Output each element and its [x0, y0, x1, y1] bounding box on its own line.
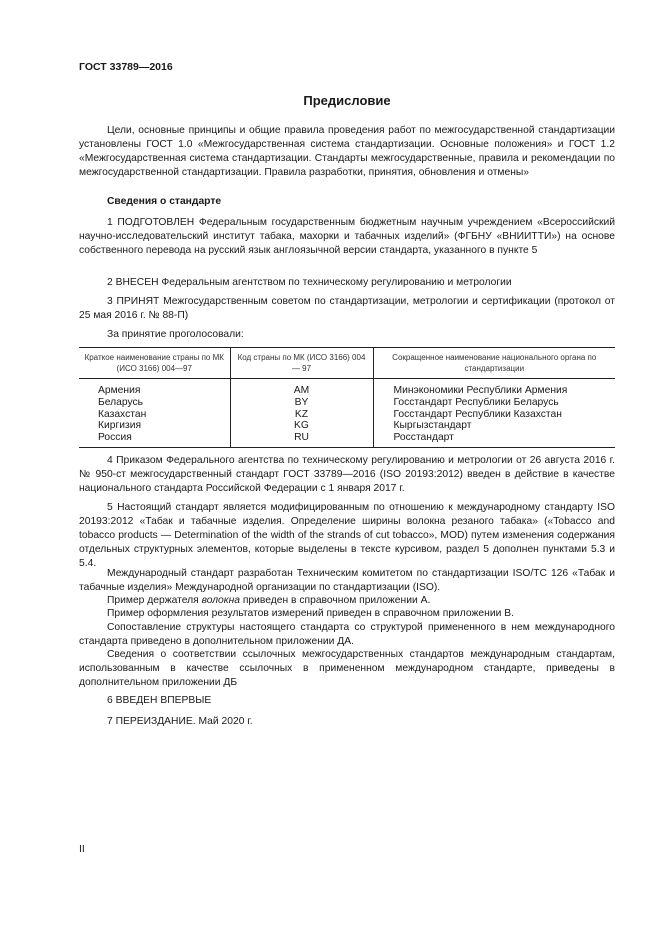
country-code: KZ	[230, 409, 373, 421]
country-code: KG	[230, 420, 373, 432]
vote-intro: За принятие проголосовали:	[107, 329, 244, 340]
item-5-references-info: Сведения о соответствии ссылочных межгосударственных стандартов международным стандартам, использованным в качестве ссылочных в примененном международном стандарте, приведены в дополнительном приложении ДБ	[79, 649, 615, 688]
standards-body: Госстандарт Республики Казахстан	[373, 409, 615, 421]
standards-body: Госстандарт Республики Беларусь	[373, 397, 615, 409]
item-5-paragraph: 5 Настоящий стандарт является модифицированным по отношению к международному стандарту ISO 20193:2012 «Табак и табачные изделия. Определение ширины волокна резаного табака» («Tobacco and tobacco products — Determination of the width of the strands of cut tobacco», MOD) путем изменения содержания отдельных структурных элементов, которые выделены в тексте курсивом, раздел 5 дополнен пунктами 5.3 и 5.4.	[79, 502, 615, 569]
item-7-paragraph: 7 ПЕРЕИЗДАНИЕ. Май 2020 г.	[107, 716, 253, 727]
table-row	[79, 397, 615, 409]
item-2-paragraph: 2 ВНЕСЕН Федеральным агентством по техническому регулированию и метрологии	[107, 277, 512, 288]
section-subheading: Сведения о стандарте	[107, 196, 222, 207]
country-name: Киргизия	[98, 420, 142, 432]
table-row	[79, 420, 615, 432]
country-name: Армения	[98, 385, 141, 396]
table-row	[79, 432, 615, 447]
item-3-paragraph: 3 ПРИНЯТ Межгосударственным советом по стандартизации, метрологии и сертификации (протокол от 25 мая 2016 г. № 88-П)	[79, 296, 615, 321]
country-name: Беларусь	[98, 396, 144, 408]
header-country-code: Код страны по МК (ИСО 3166) 004— 97	[230, 348, 373, 379]
table-row	[79, 409, 615, 421]
item-5-holder-example	[79, 594, 615, 608]
country-code: BY	[230, 397, 373, 409]
country-code: RU	[230, 432, 373, 447]
standards-body: Росстандарт	[373, 432, 615, 447]
standards-body: Кыргызстандарт	[373, 420, 615, 432]
item-5-structure-comparison: Сопоставление структуры настоящего стандарта со структурой примененного в нем международного стандарта приведено в дополнительном приложении ДА.	[79, 622, 615, 647]
country-name: Россия	[79, 432, 230, 447]
table-row	[79, 379, 615, 397]
country-code: AM	[230, 379, 373, 397]
page-title: Предисловие	[303, 93, 391, 108]
standards-body: Минэкономики Республики Армения	[373, 379, 615, 397]
holder-example-text: Пример держателя	[107, 595, 202, 606]
table-header-row	[79, 348, 615, 379]
country-table	[79, 347, 615, 448]
item-5-results-example: Пример оформления результатов измерений приведен в справочном приложении В.	[107, 608, 514, 619]
header-standards-body: Сокращенное наименование национального органа по стандартизации	[373, 348, 615, 379]
holder-example-text-end: приведен в справочном приложении А.	[240, 595, 431, 606]
country-name: Казахстан	[98, 408, 147, 420]
holder-example-italic: волокна	[201, 595, 240, 606]
page-number: II	[79, 843, 85, 855]
intro-paragraph: Цели, основные принципы и общие правила проведения работ по межгосударственной стандартизации установлены ГОСТ 1.0 «Межгосударственная система стандартизации. Основные положения» и ГОСТ 1.2 «Межгосударственная система стандартизации. Стандарты межгосударственные, правила и рекомендации по межгосударственной стандартизации. Правила разработки, принятия, обновления и отмены»	[79, 125, 615, 178]
item-6-paragraph: 6 ВВЕДЕН ВПЕРВЫЕ	[107, 695, 212, 706]
item-1-paragraph: 1 ПОДГОТОВЛЕН Федеральным государственным бюджетным научным учреждением «Всероссийский научно-исследовательский институт табака, махорки и табачных изделий» (ФГБНУ «ВНИИТТИ») на основе собственного перевода на русский язык англоязычной версии стандарта, указанного в пункте 5	[79, 217, 615, 256]
item-4-paragraph: 4 Приказом Федерального агентства по техническому регулированию и метрологии от 26 августа 2016 г. № 950-ст межгосударственный стандарт ГОСТ 33789—2016 (ISO 20193:2012) введен в действие в качестве национального стандарта Российской Федерации с 1 января 2017 г.	[79, 455, 615, 494]
header-country-name: Краткое наименование страны по МК (ИСО 3166) 004—97	[79, 348, 230, 379]
document-code: ГОСТ 33789—2016	[79, 61, 173, 73]
item-5-committee-paragraph: Международный стандарт разработан Техническим комитетом по стандартизации ISO/TC 126 «Табак и табачные изделия» Международной организации по стандартизации (ISO).	[79, 568, 615, 593]
